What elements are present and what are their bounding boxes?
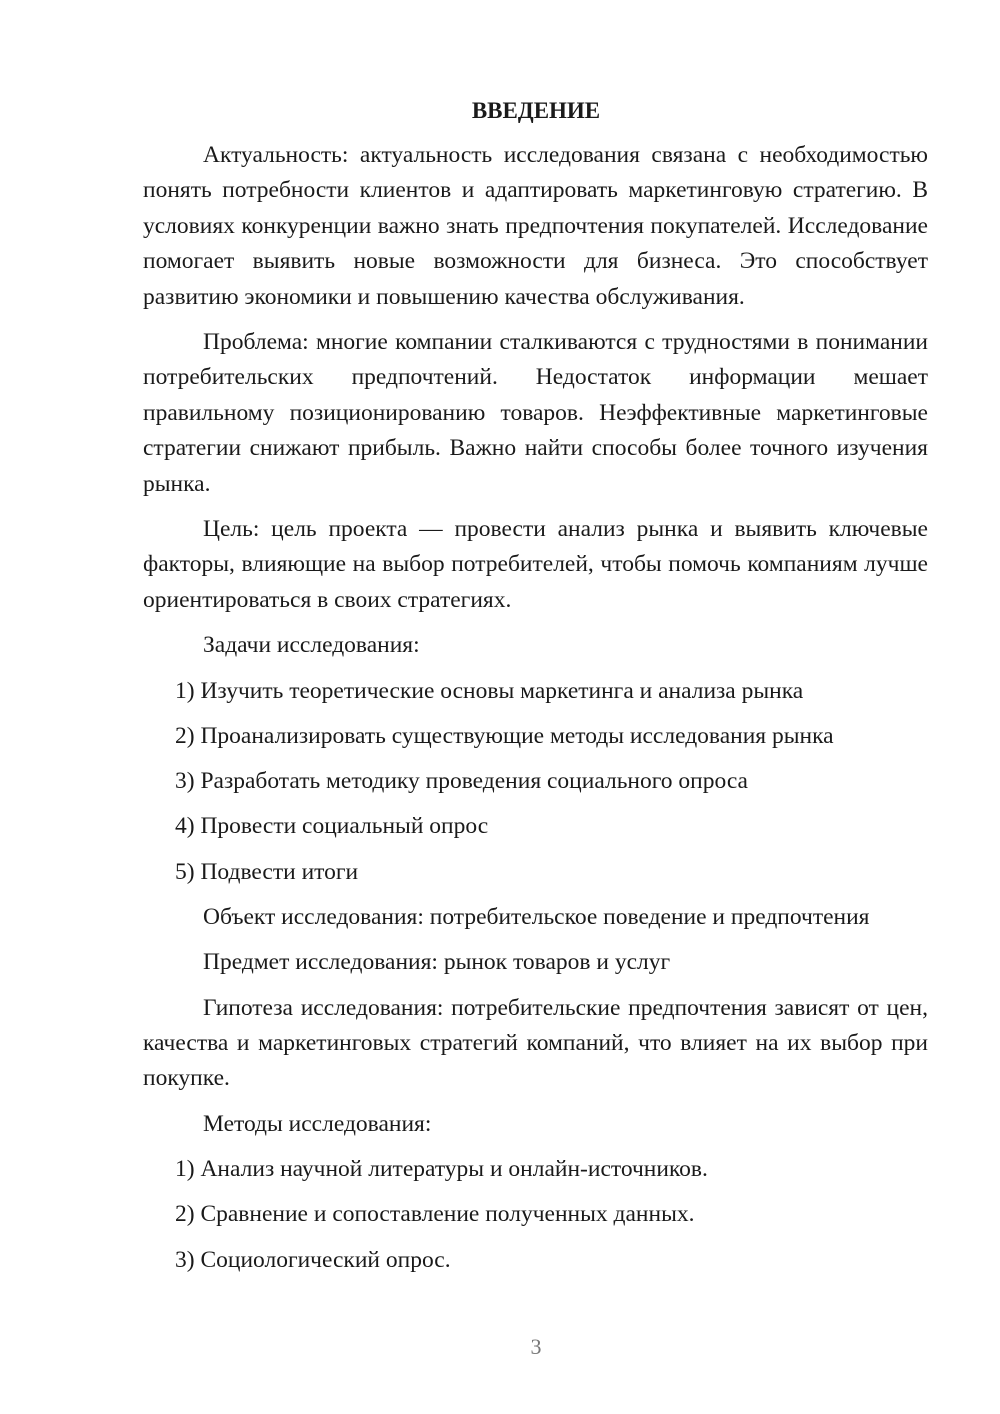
document-body (143, 94, 928, 1288)
paragraph-goal: Цель: цель проекта — провести анализ рынка и выявить ключевые факторы, влияющие на выбор потребителей, чтобы помочь компаниям лучше ориентироваться в своих стратегиях. (143, 516, 928, 613)
page-title: ВВЕДЕНИЕ (471, 98, 601, 123)
method-item-1: 1) Анализ научной литературы и онлайн-источников. (175, 1156, 708, 1183)
research-subject: Предмет исследования: рынок товаров и услуг (203, 949, 671, 976)
task-item-5: 5) Подвести итоги (175, 858, 359, 885)
paragraph-relevance: Актуальность: актуальность исследования связана с необходимостью понять потребности клиентов и адаптировать маркетинговую стратегию. В условиях конкуренции важно знать предпочтения покупателей. Исследование помогает выявить новые возможности для бизнеса. Это способствует развитию экономики и повышению качества обслуживания. (143, 142, 928, 310)
method-item-2: 2) Сравнение и сопоставление полученных данных. (175, 1201, 695, 1228)
page-number: 3 (530, 1334, 542, 1359)
paragraph-problem: Проблема: многие компании сталкиваются с трудностями в понимании потребительских предпочтений. Недостаток информации мешает правильному позиционированию товаров. Неэффективные маркетинговые стратегии снижают прибыль. Важно найти способы более точного изучения рынка. (143, 329, 928, 497)
task-item-2: 2) Проанализировать существующие методы исследования рынка (175, 722, 834, 749)
task-item-4: 4) Провести социальный опрос (175, 813, 489, 840)
method-item-3: 3) Социологический опрос. (175, 1246, 451, 1273)
task-item-1: 1) Изучить теоретические основы маркетинга и анализа рынка (175, 677, 804, 704)
paragraph-hypothesis: Гипотеза исследования: потребительские предпочтения зависят от цен, качества и маркетинговых стратегий компаний, что влияет на их выбор при покупке. (143, 994, 928, 1092)
methods-heading: Методы исследования: (203, 1110, 432, 1137)
task-item-3: 3) Разработать методику проведения социального опроса (175, 768, 748, 795)
tasks-heading: Задачи исследования: (203, 632, 420, 659)
research-object: Объект исследования: потребительское поведение и предпочтения (203, 904, 870, 931)
